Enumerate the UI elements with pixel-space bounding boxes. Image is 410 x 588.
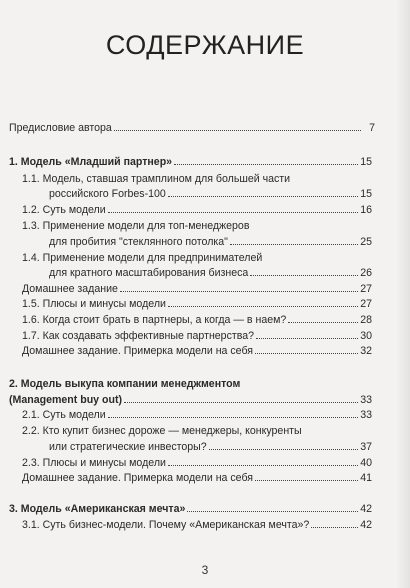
dot-leader <box>250 275 358 276</box>
toc-entry-page: 15 <box>360 156 372 168</box>
toc-entry-2-3 <box>22 457 372 469</box>
dot-leader <box>255 353 358 354</box>
toc-entry-text: 1.5. Плюсы и минусы модели <box>22 298 166 310</box>
dot-leader <box>256 338 358 339</box>
toc-entry-page: 40 <box>360 457 372 469</box>
toc-entry-text-line: 1.1. Модель, ставшая трамплином для большей части <box>22 173 291 185</box>
dot-leader <box>230 244 358 245</box>
toc-entry-2-1 <box>22 409 372 421</box>
dot-leader <box>288 322 358 323</box>
toc-entry-text: Предисловие автора <box>9 122 112 134</box>
dot-leader <box>114 130 361 131</box>
toc-entry-homework-2 <box>22 472 372 484</box>
toc-entry-1-1 <box>49 188 372 200</box>
page-number: 3 <box>201 563 209 577</box>
dot-leader <box>108 212 358 213</box>
toc-entry-page: 41 <box>360 472 372 484</box>
toc-entry-page: 37 <box>360 441 372 453</box>
dot-leader <box>168 196 358 197</box>
toc-entry-text-line: 2.2. Кто купит бизнес дороже — менеджеры, конкуренты <box>22 425 302 437</box>
toc-entry-page: 7 <box>369 122 375 134</box>
toc-entry-page: 27 <box>360 298 372 310</box>
dot-leader <box>209 449 358 450</box>
dot-leader <box>168 465 358 466</box>
toc-entry-preface <box>9 122 375 134</box>
toc-entry-homework-1 <box>22 283 372 295</box>
toc-entry-page: 30 <box>360 330 372 342</box>
toc-entry-text: 1.7. Как создавать эффективные партнерства? <box>22 330 255 342</box>
toc-entry-1-6 <box>22 314 372 326</box>
toc-entry-chapter-3 <box>9 503 372 515</box>
toc-entry-page: 33 <box>360 409 372 421</box>
toc-entry-text: Домашнее задание. Примерка модели на себя <box>22 345 254 357</box>
toc-entry-text: Домашнее задание <box>22 283 118 295</box>
page-edge-shadow <box>396 0 410 588</box>
dot-leader <box>311 527 358 528</box>
toc-entry-text: 3.1. Суть бизнес-модели. Почему «Американская мечта»? <box>22 519 310 531</box>
toc-entry-text: 2.1. Суть модели <box>22 409 106 421</box>
toc-entry-page: 26 <box>360 267 372 279</box>
toc-entry-page: 15 <box>360 188 372 200</box>
toc-entry-text: российского Forbes-100 <box>49 188 166 200</box>
toc-entry-2-2 <box>49 441 372 453</box>
toc-entry-chapter-2 <box>9 394 372 406</box>
dot-leader <box>120 291 358 292</box>
toc-entry-text-line: 1.3. Применение модели для топ-менеджеров <box>22 220 250 232</box>
toc-entry-text-line: 2. Модель выкупа компании менеджментом <box>9 378 241 390</box>
toc-entry-text: 1.2. Суть модели <box>22 204 106 216</box>
toc-entry-page: 25 <box>360 236 372 248</box>
toc-entry-homework-1b <box>22 345 372 357</box>
page-title: СОДЕРЖАНИЕ <box>105 30 305 60</box>
toc-entry-text: 1. Модель «Младший партнер» <box>9 156 173 168</box>
toc-entry-page: 28 <box>360 314 372 326</box>
toc-entry-text: для кратного масштабирования бизнеса <box>49 267 249 279</box>
toc-entry-text: (Management buy out) <box>9 394 122 406</box>
dot-leader <box>174 164 358 165</box>
dot-leader <box>255 480 358 481</box>
toc-entry-page: 27 <box>360 283 372 295</box>
toc-entry-text: 1.6. Когда стоит брать в партнеры, а когда — в наем? <box>22 314 287 326</box>
dot-leader <box>187 511 358 512</box>
dot-leader <box>124 402 358 403</box>
toc-entry-page: 16 <box>360 204 372 216</box>
toc-entry-text: 3. Модель «Американская мечта» <box>9 503 186 515</box>
toc-entry-1-7 <box>22 330 372 342</box>
toc-entry-3-1 <box>22 519 372 531</box>
toc-entry-page: 32 <box>360 345 372 357</box>
toc-entry-page: 33 <box>360 394 372 406</box>
toc-entry-chapter-1 <box>9 156 372 168</box>
toc-entry-text: 2.3. Плюсы и минусы модели <box>22 457 166 469</box>
toc-entry-1-4 <box>49 267 372 279</box>
toc-entry-1-5 <box>22 298 372 310</box>
dot-leader <box>108 417 358 418</box>
toc-entry-1-2 <box>22 204 372 216</box>
toc-entry-page: 42 <box>360 503 372 515</box>
toc-entry-text: для пробития "стеклянного потолка" <box>49 236 228 248</box>
toc-entry-text: Домашнее задание. Примерка модели на себя <box>22 472 254 484</box>
toc-entry-page: 42 <box>360 519 372 531</box>
dot-leader <box>168 306 358 307</box>
toc-entry-1-3 <box>49 236 372 248</box>
toc-entry-text-line: 1.4. Применение модели для предпринимателей <box>22 252 263 264</box>
toc-entry-text: или стратегические инвесторы? <box>49 441 207 453</box>
